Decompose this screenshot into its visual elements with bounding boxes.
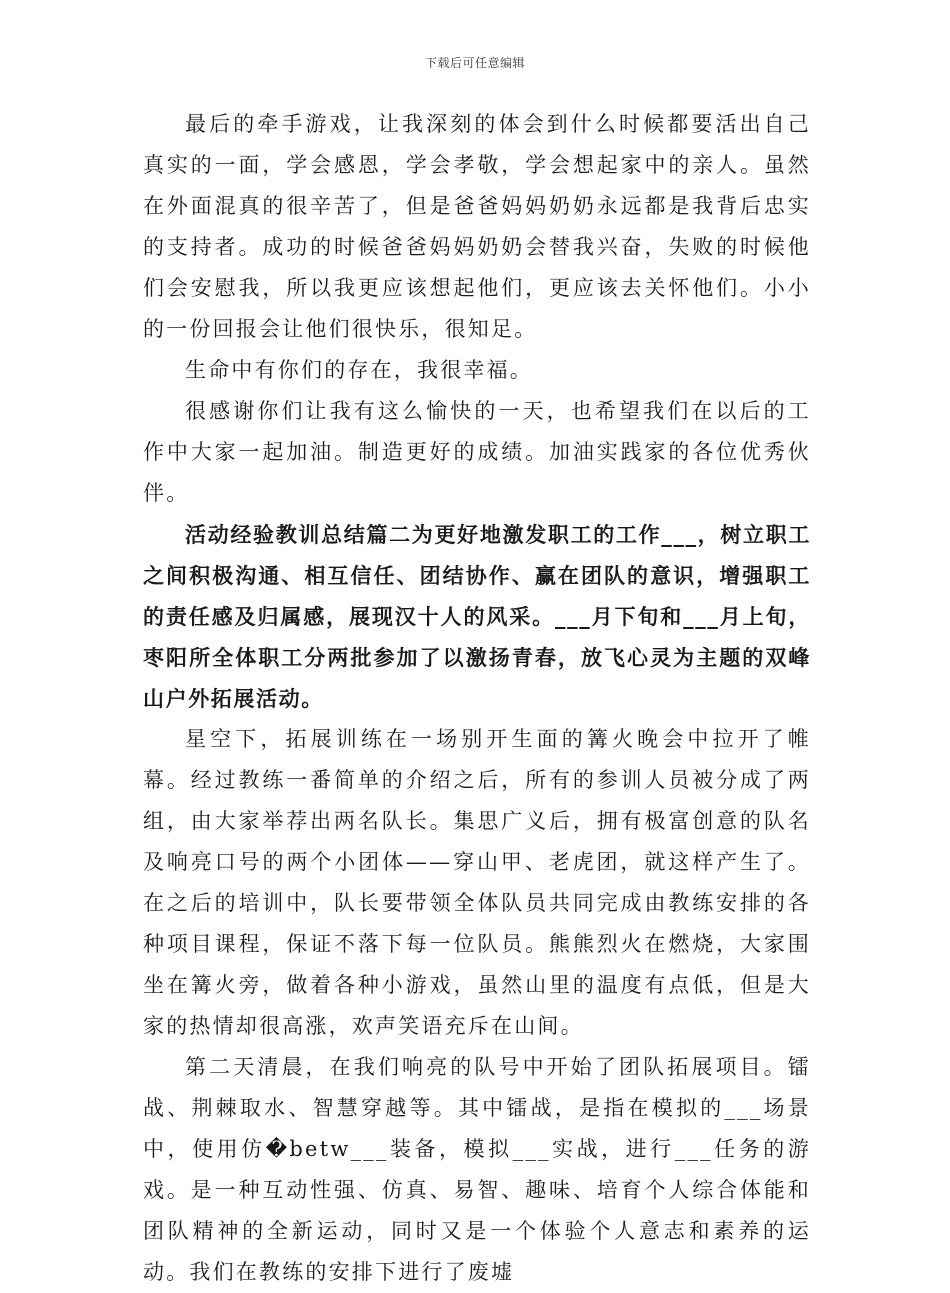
document-body [143,104,811,1293]
paragraph-6: 第二天清晨，在我们响亮的队号中开始了团队拓展项目。镭战、荆棘取水、智慧穿越等。其中镭战，是指在模拟的___场景中，使用仿�betw___装备，模拟___实战，进行___任务的游戏。是一种互动性强、仿真、易智、趣味、培育个人综合体能和团队精神的全新运动，同时又是一个体验个人意志和素养的运动。我们在教练的安排下进行了废墟 [143,1055,811,1284]
paragraph-3: 很感谢你们让我有这么愉快的一天，也希望我们在以后的工作中大家一起加油。制造更好的成绩。加油实践家的各位优秀伙伴。 [143,399,811,505]
paragraph-2: 生命中有你们的存在，我很幸福。 [185,358,533,382]
section-heading-paragraph: 活动经验教训总结篇二为更好地激发职工的工作___，树立职工之间积极沟通、相互信任、团结协作、赢在团队的意识，增强职工的责任感及归属感，展现汉十人的风采。___月下旬和___月上旬，枣阳所全体职工分两批参加了以激扬青春，放飞心灵为主题的双峰山户外拓展活动。 [143,522,811,711]
paragraph-1: 最后的牵手游戏，让我深刻的体会到什么时候都要活出自己真实的一面，学会感恩，学会孝敬，学会想起家中的亲人。虽然在外面混真的很辛苦了，但是爸爸妈妈奶奶永远都是我背后忠实的支持者。成功的时候爸爸妈妈奶奶会替我兴奋，失败的时候他们会安慰我，所以我更应该想起他们，更应该去关怀他们。小小的一份回报会让他们很快乐，很知足。 [143,112,811,341]
paragraph-5: 星空下，拓展训练在一场别开生面的篝火晚会中拉开了帷幕。经过教练一番简单的介绍之后，所有的参训人员被分成了两组，由大家举荐出两名队长。集思广义后，拥有极富创意的队名及响亮口号的两个小团体——穿山甲、老虎团，就这样产生了。在之后的培训中，队长要带领全体队员共同完成由教练安排的各种项目课程，保证不落下每一位队员。熊熊烈火在燃烧，大家围坐在篝火旁，做着各种小游戏，虽然山里的温度有点低，但是大家的热情却很高涨，欢声笑语充斥在山间。 [143,727,811,1038]
page-header-note: 下载后可任意编辑 [424,56,525,70]
